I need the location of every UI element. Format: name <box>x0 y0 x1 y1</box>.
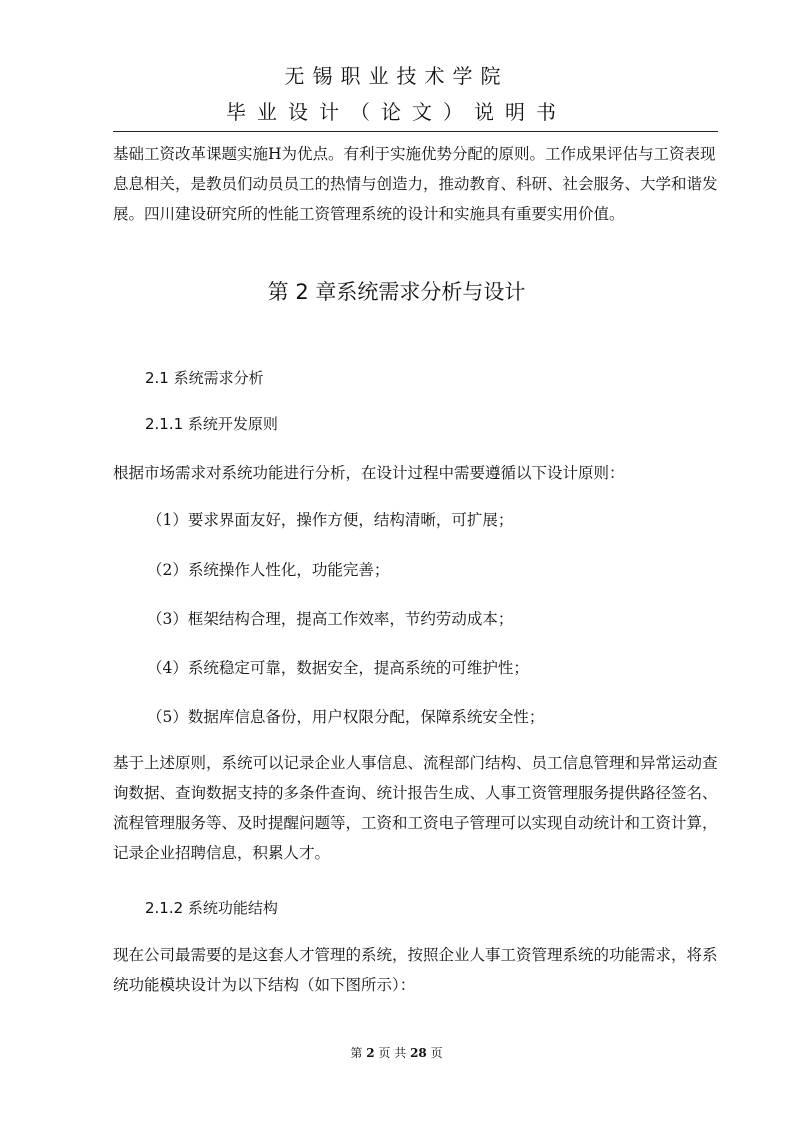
header-divider <box>113 131 718 132</box>
chapter-title: 第 2 章系统需求分析与设计 <box>267 280 526 304</box>
intro-paragraph: 基础工资改革课题实施H为优点。有利于实施优势分配的原则。工作成果评估与工资表现息息相关，是教员们动员员工的热情与创造力，推动教育、科研、社会服务、大学和谐发展。四川建设研究所的性能工资管理系统的设计和实施具有重要实用价值。 <box>113 145 718 223</box>
principle-item: （2）系统操作人性化，功能完善； <box>147 561 390 579</box>
footer-middle: 页 共 <box>378 1046 407 1060</box>
page-footer <box>0 1044 793 1061</box>
footer-prefix: 第 <box>350 1046 363 1060</box>
section-heading-2-1-2: 2.1.2 系统功能结构 <box>145 899 278 917</box>
document-type-header: 毕业设计（论文）说明书 <box>226 100 567 124</box>
principle-item: （3）框架结构合理，提高工作效率，节约劳动成本； <box>147 610 514 628</box>
section-heading-2-1-1: 2.1.1 系统开发原则 <box>145 415 278 433</box>
school-name-header: 无锡职业技术学院 <box>284 64 509 88</box>
footer-total-pages: 28 <box>410 1046 427 1060</box>
section-heading-2-1: 2.1 系统需求分析 <box>145 369 264 387</box>
footer-page-number: 2 <box>366 1046 375 1060</box>
principle-item: （4）系统稳定可靠，数据安全，提高系统的可维护性； <box>147 659 529 677</box>
principle-item: （5）数据库信息备份，用户权限分配，保障系统安全性； <box>147 708 545 726</box>
principles-intro-paragraph: 根据市场需求对系统功能进行分析，在设计过程中需要遵循以下设计原则： <box>113 464 625 482</box>
footer-suffix: 页 <box>430 1046 443 1060</box>
summary-paragraph: 基于上述原则，系统可以记录企业人事信息、流程部门结构、员工信息管理和异常运动查询数据、查询数据支持的多条件查询、统计报告生成、人事工资管理服务提供路径签名、流程管理服务等、及时提醒问题等，工资和工资电子管理可以实现自动统计和工资计算，记录企业招聘信息，积累人才。 <box>113 754 718 862</box>
principle-item: （1）要求界面友好，操作方便，结构清晰，可扩展； <box>147 511 514 529</box>
structure-intro-paragraph: 现在公司最需要的是这套人才管理的系统，按照企业人事工资管理系统的功能需求，将系统功能模块设计为以下结构（如下图所示）： <box>113 946 718 994</box>
